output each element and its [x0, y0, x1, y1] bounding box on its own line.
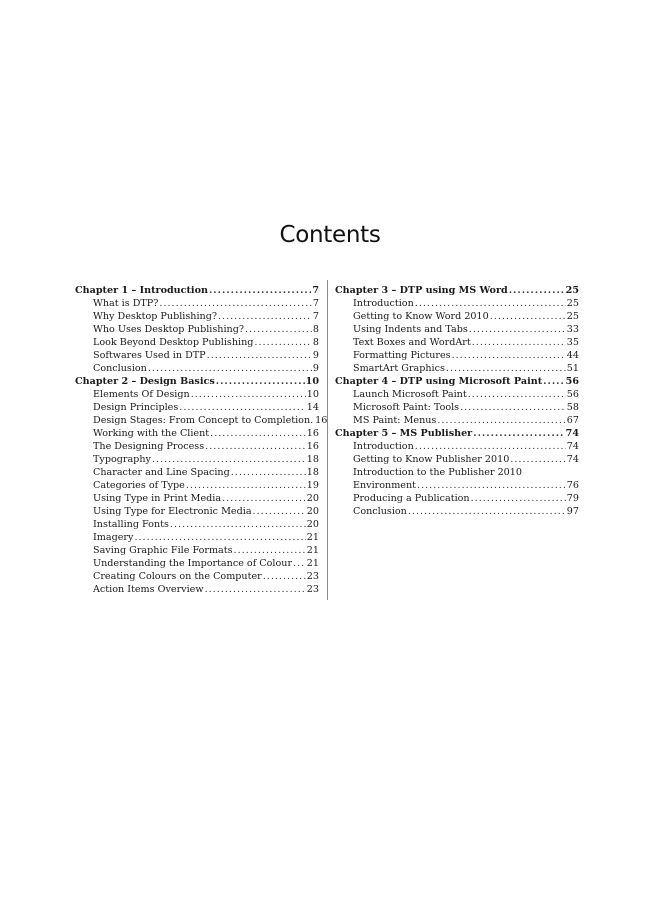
- toc-page-number: 25: [565, 285, 579, 296]
- dot-leader: [473, 427, 564, 440]
- toc-section-entry[interactable]: [75, 297, 319, 310]
- toc-entry-label: Chapter 4 – DTP using Microsoft Paint: [335, 376, 543, 387]
- toc-section-entry[interactable]: [75, 310, 319, 323]
- dot-leader: [509, 284, 565, 297]
- toc-chapter-entry[interactable]: [335, 375, 579, 388]
- toc-section-entry[interactable]: [75, 557, 319, 570]
- toc-entry-label: Who Uses Desktop Publishing?: [93, 324, 244, 335]
- toc-entry-label: Formatting Pictures: [353, 350, 451, 361]
- dot-leader: [452, 349, 566, 362]
- dot-leader: [159, 297, 311, 310]
- toc-entry-label: Categories of Type: [93, 480, 185, 491]
- toc-page-number: 7: [312, 311, 319, 322]
- toc-page-number: 16: [315, 415, 328, 426]
- toc-page-number: 18: [306, 467, 319, 478]
- toc-section-entry[interactable]: [75, 336, 319, 349]
- dot-leader: [460, 401, 566, 414]
- dot-leader: [472, 336, 566, 349]
- toc-page-number: 7: [312, 285, 319, 296]
- toc-page-number: 10: [305, 376, 319, 387]
- toc-section-entry[interactable]: [335, 310, 579, 323]
- toc-section-entry[interactable]: [335, 440, 579, 453]
- dot-leader: [510, 453, 565, 466]
- dot-leader: [191, 388, 306, 401]
- toc-section-entry[interactable]: [75, 401, 319, 414]
- toc-section-entry[interactable]: [335, 479, 579, 492]
- toc-page-number: 25: [566, 298, 579, 309]
- dot-leader: [205, 440, 306, 453]
- toc-entry-label: Understanding the Importance of Colour: [93, 558, 293, 569]
- toc-page-number: 56: [566, 389, 579, 400]
- toc-entry-label: Using Type for Electronic Media: [93, 506, 252, 517]
- dot-leader: [417, 479, 566, 492]
- toc-section-entry[interactable]: [335, 336, 579, 349]
- dot-leader: [218, 310, 312, 323]
- dot-leader: [437, 414, 565, 427]
- toc-section-entry[interactable]: [75, 492, 319, 505]
- toc-section-entry[interactable]: [335, 401, 579, 414]
- toc-page-number: 20: [306, 493, 319, 504]
- toc-page-number: 51: [566, 363, 579, 374]
- toc-entry-label: What is DTP?: [93, 298, 159, 309]
- toc-chapter-entry[interactable]: [335, 427, 579, 440]
- toc-page-number: 9: [312, 363, 319, 374]
- toc-entry-label: Conclusion: [353, 506, 407, 517]
- toc-section-entry[interactable]: [75, 388, 319, 401]
- toc-entry-label: Using Indents and Tabs: [353, 324, 468, 335]
- toc-entry-label: Chapter 2 – Design Basics: [75, 376, 215, 387]
- toc-entry-label: Introduction: [353, 298, 414, 309]
- dot-leader: [148, 362, 312, 375]
- toc-page-number: 74: [566, 441, 579, 452]
- toc-section-entry[interactable]: [75, 362, 319, 375]
- toc-chapter-entry[interactable]: [335, 284, 579, 297]
- toc-page-number: 18: [306, 454, 319, 465]
- toc-entry-label: Typography: [93, 454, 151, 465]
- toc-entry-label: Microsoft Paint: Tools: [353, 402, 460, 413]
- dot-leader: [490, 310, 566, 323]
- toc-page-number: 23: [306, 571, 319, 582]
- toc-page-number: 76: [566, 480, 579, 491]
- dot-leader: [408, 505, 566, 518]
- dot-leader: [468, 388, 566, 401]
- toc-page-number: 21: [306, 532, 319, 543]
- toc-page-number: 7: [312, 298, 319, 309]
- dot-leader: [207, 349, 312, 362]
- toc-page-number: 67: [566, 415, 579, 426]
- toc-right-column: [335, 284, 579, 518]
- toc-section-entry[interactable]: [75, 427, 319, 440]
- toc-entry-label: Producing a Publication: [353, 493, 470, 504]
- toc-page-number: 97: [566, 506, 579, 517]
- toc-section-entry[interactable]: [335, 505, 579, 518]
- toc-entry-label: Introduction: [353, 441, 414, 452]
- toc-page-number: 10: [306, 389, 319, 400]
- toc-section-entry[interactable]: [335, 492, 579, 505]
- toc-chapter-entry[interactable]: [75, 375, 319, 388]
- toc-entry-label: Using Type in Print Media: [93, 493, 222, 504]
- dot-leader: [234, 544, 306, 557]
- dot-leader: [469, 323, 566, 336]
- page-title: Contents: [279, 222, 381, 248]
- toc-page-number: 74: [565, 428, 579, 439]
- dot-leader: [415, 297, 566, 310]
- dot-leader: [263, 570, 306, 583]
- toc-page-number: 20: [306, 506, 319, 517]
- toc-entry-label: Getting to Know Publisher 2010: [353, 454, 510, 465]
- column-divider: [327, 280, 328, 600]
- toc-section-entry[interactable]: [75, 453, 319, 466]
- dot-leader: [471, 492, 566, 505]
- toc-page-number: 35: [566, 337, 579, 348]
- dot-leader: [446, 362, 566, 375]
- dot-leader: [222, 492, 306, 505]
- toc-entry-label: Chapter 3 – DTP using MS Word: [335, 285, 508, 296]
- toc-entry-label: The Designing Process: [93, 441, 205, 452]
- toc-section-entry[interactable]: [75, 570, 319, 583]
- toc-section-entry[interactable]: [335, 349, 579, 362]
- toc-page-number: 16: [306, 428, 319, 439]
- toc-page-number: 23: [306, 584, 319, 595]
- toc-page-number: 8: [312, 337, 319, 348]
- toc-entry-label: Conclusion: [93, 363, 147, 374]
- toc-section-entry[interactable]: [335, 453, 579, 466]
- toc-page-number: 19: [306, 480, 319, 491]
- toc-entry-label: Look Beyond Desktop Publishing: [93, 337, 254, 348]
- toc-section-entry[interactable]: [75, 414, 328, 427]
- toc-page-number: 9: [312, 350, 319, 361]
- toc-page-number: 21: [306, 558, 319, 569]
- dot-leader: [205, 583, 306, 596]
- toc-entry-label: Softwares Used in DTP: [93, 350, 206, 361]
- toc-entry-label: Chapter 5 – MS Publisher: [335, 428, 473, 439]
- dot-leader: [186, 479, 306, 492]
- toc-entry-label: Character and Line Spacing: [93, 467, 230, 478]
- toc-page-number: 74: [566, 454, 579, 465]
- toc-section-entry[interactable]: [75, 544, 319, 557]
- dot-leader: [179, 401, 306, 414]
- toc-page-number: 16: [306, 441, 319, 452]
- dot-leader: [210, 427, 306, 440]
- toc-entry-label: Installing Fonts: [93, 519, 169, 530]
- dot-leader: [216, 375, 305, 388]
- toc-section-entry[interactable]: [335, 297, 579, 310]
- toc-entry-label: Getting to Know Word 2010: [353, 311, 489, 322]
- toc-section-entry[interactable]: [335, 323, 579, 336]
- dot-leader: [134, 531, 305, 544]
- toc-entry-label: Design Stages: From Concept to Completion.: [93, 415, 314, 426]
- dot-leader: [293, 557, 306, 570]
- dot-leader: [543, 375, 564, 388]
- dot-leader: [415, 440, 566, 453]
- toc-entry-label: Introduction to the Publisher 2010: [353, 467, 522, 478]
- toc-page-number: 21: [306, 545, 319, 556]
- toc-section-entry[interactable]: [335, 466, 579, 479]
- toc-entry-label: Launch Microsoft Paint: [353, 389, 467, 400]
- toc-page-number: 20: [306, 519, 319, 530]
- toc-entry-label: Creating Colours on the Computer: [93, 571, 262, 582]
- toc-entry-label: Text Boxes and WordArt: [353, 337, 471, 348]
- toc-section-entry[interactable]: [335, 414, 579, 427]
- dot-leader: [253, 505, 306, 518]
- dot-leader: [170, 518, 306, 531]
- dot-leader: [231, 466, 306, 479]
- toc-section-entry[interactable]: [75, 349, 319, 362]
- toc-page-number: 44: [566, 350, 579, 361]
- toc-page-number: 56: [565, 376, 579, 387]
- toc-page-number: 33: [566, 324, 579, 335]
- toc-entry-label: Chapter 1 – Introduction: [75, 285, 208, 296]
- toc-entry-label: Environment: [353, 480, 417, 491]
- toc-entry-label: Design Principles: [93, 402, 179, 413]
- toc-section-entry[interactable]: [75, 323, 319, 336]
- toc-entry-label: Elements Of Design: [93, 389, 190, 400]
- toc-section-entry[interactable]: [335, 362, 579, 375]
- toc-section-entry[interactable]: [75, 518, 319, 531]
- toc-page-number: 58: [566, 402, 579, 413]
- toc-chapter-entry[interactable]: [75, 284, 319, 297]
- toc-entry-label: Action Items Overview: [93, 584, 204, 595]
- toc-section-entry[interactable]: [75, 479, 319, 492]
- toc-section-entry[interactable]: [75, 466, 319, 479]
- toc-section-entry[interactable]: [75, 505, 319, 518]
- toc-section-entry[interactable]: [75, 583, 319, 596]
- dot-leader: [254, 336, 311, 349]
- toc-page-number: 79: [566, 493, 579, 504]
- toc-page-number: 25: [566, 311, 579, 322]
- toc-left-column: [75, 284, 328, 596]
- toc-section-entry[interactable]: [75, 531, 319, 544]
- toc-page-number: 14: [306, 402, 319, 413]
- toc-entry-label: Why Desktop Publishing?: [93, 311, 217, 322]
- toc-section-entry[interactable]: [75, 440, 319, 453]
- toc-section-entry[interactable]: [335, 388, 579, 401]
- toc-entry-label: Saving Graphic File Formats: [93, 545, 233, 556]
- toc-entry-label: SmartArt Graphics: [353, 363, 445, 374]
- toc-page-number: 8: [312, 324, 319, 335]
- toc-entry-label: Imagery: [93, 532, 134, 543]
- toc-entry-label: Working with the Client: [93, 428, 210, 439]
- dot-leader: [209, 284, 311, 297]
- dot-leader: [152, 453, 306, 466]
- dot-leader: [245, 323, 312, 336]
- toc-entry-label: MS Paint: Menus: [353, 415, 437, 426]
